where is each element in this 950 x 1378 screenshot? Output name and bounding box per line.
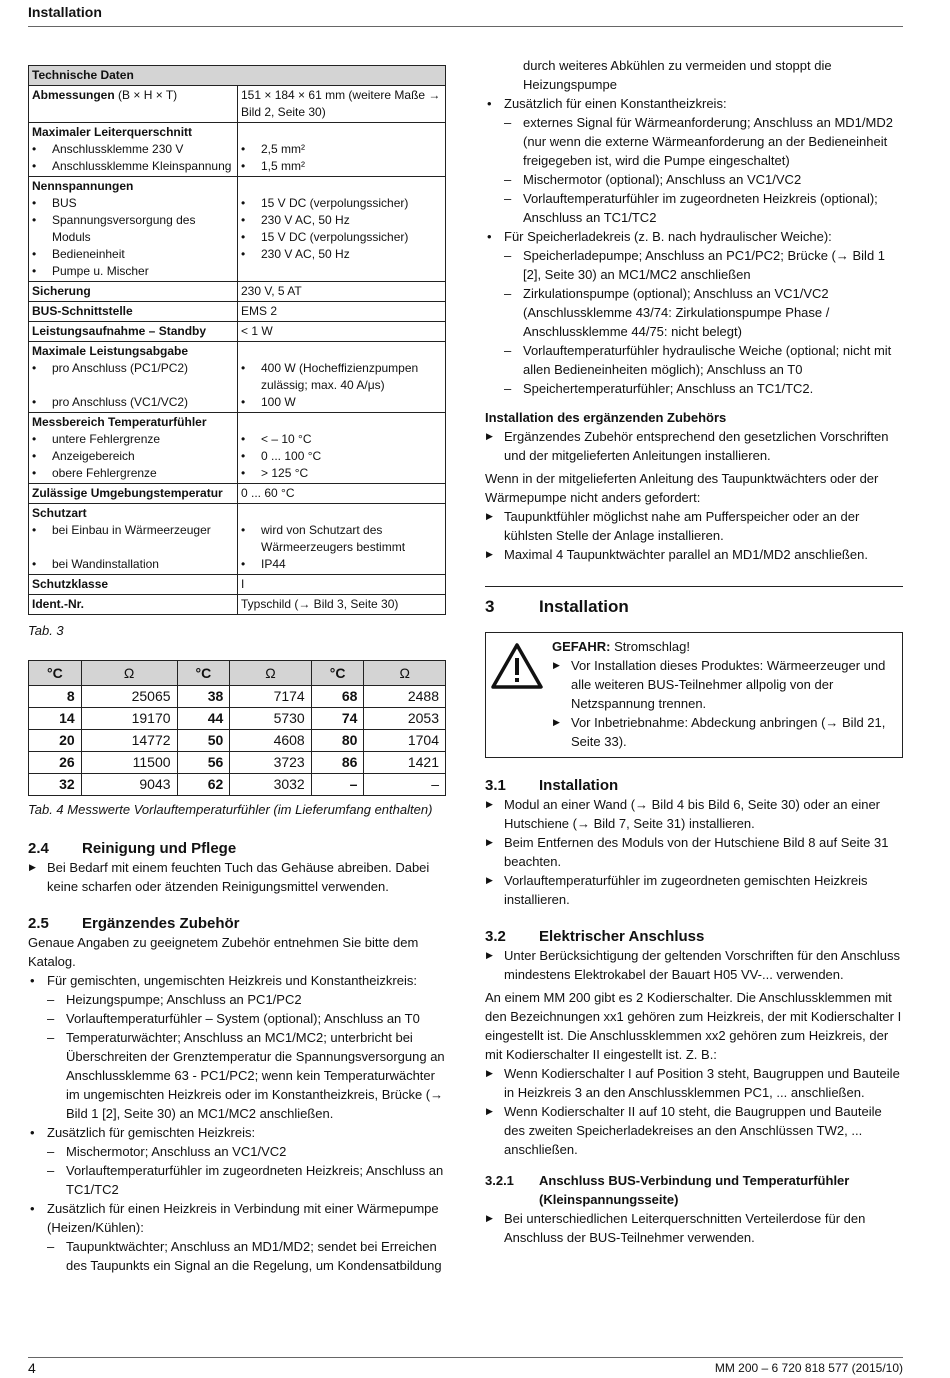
header-divider — [28, 26, 903, 27]
instruction-item: ▶ Maximal 4 Taupunktwächter parallel an MD1/MD2 anschließen. — [485, 545, 903, 564]
row-value: < 1 W — [238, 322, 446, 342]
instruction-item: ▶ Wenn Kodierschalter II auf 10 steht, die Baugruppen und Bauteile des zweiten Speicherladekreises an den Anschlüssen TW2, ... anschließen. — [485, 1102, 903, 1159]
row-value: • wird von Schutzart des Wärmeerzeugers bestimmt • IP44 — [238, 504, 446, 575]
document-id: MM 200 – 6 720 818 577 (2015/10) — [714, 1361, 903, 1375]
resistance-table — [28, 660, 446, 796]
dash-item: – Heizungspumpe; Anschluss an PC1/PC2 — [28, 990, 446, 1009]
section-heading-2-5: 2.5 Ergänzendes Zubehör — [28, 915, 240, 932]
dash-item: – Vorlauftemperaturfühler im zugeordneten Heizkreis; Anschluss an TC1/TC2 — [28, 1161, 446, 1199]
row-label: Zulässige Umgebungstemperatur — [29, 484, 238, 504]
row-label: Ident.-Nr. — [29, 595, 238, 615]
dash-item: – Vorlauftemperaturfühler – System (optional); Anschluss an T0 — [28, 1009, 446, 1028]
right-column — [485, 56, 903, 1247]
dash-item: – Temperaturwächter; Anschluss an MC1/MC2; unterbricht bei Überschreiten der Grenztemperatur die Spannungsversorgung an Anschlussklemme 63 - PC1/PC2; wenn kein Temperaturwächter im ungemischten Heizkreis oder im Konstantheizkreis, Brücke (→ Bild 1 [2], Seite 30) an MC1/MC2 anschließen. — [28, 1028, 446, 1123]
bullet-item: • Für gemischten, ungemischten Heizkreis und Konstantheizkreis: — [28, 971, 446, 990]
bullet-item: • Zusätzlich für einen Heizkreis in Verbindung mit einer Wärmepumpe (Heizen/Kühlen): — [28, 1199, 446, 1237]
row-label: Nennspannungen • BUS • Spannungsversorgung des Moduls • Bedieneinheit • Pumpe u. Mischer — [29, 177, 238, 282]
col-header: °C — [29, 661, 82, 686]
instruction-item: ▶ Ergänzendes Zubehör entsprechend den gesetzlichen Vorschriften und der mitgelieferten Anleitungen installieren. — [485, 427, 903, 465]
subheading: Installation des ergänzenden Zubehörs — [485, 410, 727, 425]
row-value: 0 ... 60 °C — [238, 484, 446, 504]
page-number: 4 — [28, 1360, 36, 1376]
bullet-item: • Zusätzlich für einen Konstantheizkreis: — [485, 94, 903, 113]
row-label: Leistungsaufnahme – Standby — [29, 322, 238, 342]
table-row: 26 11500 56 3723 86 1421 — [29, 752, 446, 774]
row-label: BUS-Schnittstelle — [29, 302, 238, 322]
dash-item-continuation: durch weiteres Abkühlen zu vermeiden und stoppt die Heizungspumpe — [523, 58, 832, 92]
row-value: I — [238, 575, 446, 595]
footer-divider — [28, 1357, 903, 1358]
dash-item: – Vorlauftemperaturfühler im zugeordneten Heizkreis (optional); Anschluss an TC1/TC2 — [485, 189, 903, 227]
instruction-item: ▶ Wenn Kodierschalter I auf Position 3 steht, Baugruppen und Bauteile in Heizkreis 3 an den Anschlussklemmen PC1, ... anschließen. — [485, 1064, 903, 1102]
row-value: 230 V, 5 AT — [238, 282, 446, 302]
table-caption: Tab. 4 Messwerte Vorlauftemperaturfühler (im Lieferumfang enthalten) — [28, 802, 433, 817]
page-header-title: Installation — [28, 4, 102, 20]
warning-title: GEFAHR: Stromschlag! — [552, 639, 690, 654]
row-label: Sicherung — [29, 282, 238, 302]
col-header: Ω — [81, 661, 177, 686]
section-heading-3-2-1: 3.2.1 Anschluss BUS-Verbindung und Temperaturfühler (Kleinspannungsseite) — [485, 1173, 850, 1207]
dash-item: – Zirkulationspumpe (optional); Anschluss an VC1/VC2 (Anschlussklemme 43/74: Zirkulationspumpe Phase / Anschlussklemme 44/75: nicht belegt) — [485, 284, 903, 341]
dash-item: – Mischermotor (optional); Anschluss an VC1/VC2 — [485, 170, 903, 189]
danger-warning-box — [485, 632, 903, 758]
chapter-divider — [485, 586, 903, 616]
dash-item: – externes Signal für Wärmeanforderung; Anschluss an MD1/MD2 (nur wenn die externe Wärmeanforderung an der Bedieneinheit freigegeben ist, wird die Pumpe eingeschaltet) — [485, 113, 903, 170]
warning-triangle-icon — [486, 633, 548, 757]
paragraph: Wenn in der mitgelieferten Anleitung des Taupunktwächters oder der Wärmepumpe nicht anders gefordert: — [485, 471, 879, 505]
row-label: Maximaler Leiterquerschnitt • Anschlussklemme 230 V • Anschlussklemme Kleinspannung — [29, 123, 238, 177]
instruction-item: ▶ Bei unterschiedlichen Leiterquerschnitten Verteilerdose für den Anschluss der BUS-Teilnehmer verwenden. — [485, 1209, 903, 1247]
row-value: Typschild (→ Bild 3, Seite 30) — [238, 595, 446, 615]
row-value: 151 × 184 × 61 mm (weitere Maße → Bild 2, Seite 30) — [238, 86, 446, 123]
dash-item: – Speicherladepumpe; Anschluss an PC1/PC2; Brücke (→ Bild 1 [2], Seite 30) an MC1/MC2 anschließen — [485, 246, 903, 284]
row-label: Schutzart • bei Einbau in Wärmeerzeuger • bei Wandinstallation — [29, 504, 238, 575]
instruction-item: ▶ Bei Bedarf mit einem feuchten Tuch das Gehäuse abreiben. Dabei keine scharfen oder ätzenden Reinigungsmittel verwenden. — [28, 858, 446, 896]
section-heading-3-1: 3.1 Installation — [485, 777, 619, 794]
section-heading-3-2: 3.2 Elektrischer Anschluss — [485, 928, 705, 945]
row-label: Schutzklasse — [29, 575, 238, 595]
bullet-item: • Zusätzlich für gemischten Heizkreis: — [28, 1123, 446, 1142]
row-label: Messbereich Temperaturfühler • untere Fehlergrenze • Anzeigebereich • obere Fehlergrenze — [29, 413, 238, 484]
row-label: Abmessungen (B × H × T) — [29, 86, 238, 123]
row-value: • 400 W (Hocheffizienzpumpen zulässig; max. 40 A/μs) • 100 W — [238, 342, 446, 413]
row-label: Maximale Leistungsabgabe • pro Anschluss (PC1/PC2) • pro Anschluss (VC1/VC2) — [29, 342, 238, 413]
paragraph: Genaue Angaben zu geeignetem Zubehör entnehmen Sie bitte dem Katalog. — [28, 935, 419, 969]
row-value: • 15 V DC (verpolungssicher) • 230 V AC, 50 Hz • 15 V DC (verpolungssicher) • 230 V AC, 50 Hz — [238, 177, 446, 282]
left-column — [28, 65, 446, 1275]
table-row: 32 9043 62 3032 – – — [29, 774, 446, 796]
warning-item: ▶ Vor Installation dieses Produktes: Wärmeerzeuger und alle weiteren BUS-Teilnehmer allpolig von der Netzspannung trennen. — [552, 656, 896, 713]
warning-item: ▶ Vor Inbetriebnahme: Abdeckung anbringen (→ Bild 21, Seite 33). — [552, 713, 896, 751]
dash-item: – Speichertemperaturfühler; Anschluss an TC1/TC2. — [485, 379, 903, 398]
table-caption: Tab. 3 — [28, 623, 64, 638]
paragraph: An einem MM 200 gibt es 2 Kodierschalter. Die Anschlussklemmen mit den Bezeichnungen xx1 gehören zum Heizkreis, der mit Kodierschalter I eingestellt ist. Die Anschlussklemmen xx2 gehören zum Heizkreis, der mit Kodierschalter II eingestellt ist. Z. B.: — [485, 990, 902, 1062]
col-header: °C — [311, 661, 364, 686]
dash-item: – Taupunktwächter; Anschluss an MD1/MD2; sendet bei Erreichen des Taupunkts ein Signal an die Regelung, um Kondensatbildung — [28, 1237, 446, 1275]
row-value: • < – 10 °C • 0 ... 100 °C • > 125 °C — [238, 413, 446, 484]
instruction-item: ▶ Modul an einer Wand (→ Bild 4 bis Bild 6, Seite 30) oder an einer Hutschiene (→ Bild 7, Seite 31) installieren. — [485, 795, 903, 833]
table-row: 14 19170 44 5730 74 2053 — [29, 708, 446, 730]
section-heading-2-4: 2.4 Reinigung und Pflege — [28, 840, 237, 857]
dash-item: – Mischermotor; Anschluss an VC1/VC2 — [28, 1142, 446, 1161]
technical-data-table — [28, 65, 446, 615]
table-row: 20 14772 50 4608 80 1704 — [29, 730, 446, 752]
col-header: Ω — [364, 661, 446, 686]
chapter-heading-3: 3 Installation — [485, 597, 629, 616]
row-value: • 2,5 mm² • 1,5 mm² — [238, 123, 446, 177]
table-title: Technische Daten — [29, 66, 446, 86]
row-value: EMS 2 — [238, 302, 446, 322]
dash-item: – Vorlauftemperaturfühler hydraulische Weiche (optional; nicht mit allen Bedieneinheiten möglich); Anschluss an T0 — [485, 341, 903, 379]
col-header: °C — [177, 661, 230, 686]
instruction-item: ▶ Unter Berücksichtigung der geltenden Vorschriften für den Anschluss mindestens Elektrokabel der Bauart H05 VV-... verwenden. — [485, 946, 903, 984]
table-row: 8 25065 38 7174 68 2488 — [29, 686, 446, 708]
bullet-item: • Für Speicherladekreis (z. B. nach hydraulischer Weiche): — [485, 227, 903, 246]
instruction-item: ▶ Taupunktfühler möglichst nahe am Pufferspeicher oder an der kühlsten Stelle der Anlage installieren. — [485, 507, 903, 545]
instruction-item: ▶ Vorlauftemperaturfühler im zugeordneten gemischten Heizkreis installieren. — [485, 871, 903, 909]
col-header: Ω — [230, 661, 311, 686]
instruction-item: ▶ Beim Entfernen des Moduls von der Hutschiene Bild 8 auf Seite 31 beachten. — [485, 833, 903, 871]
